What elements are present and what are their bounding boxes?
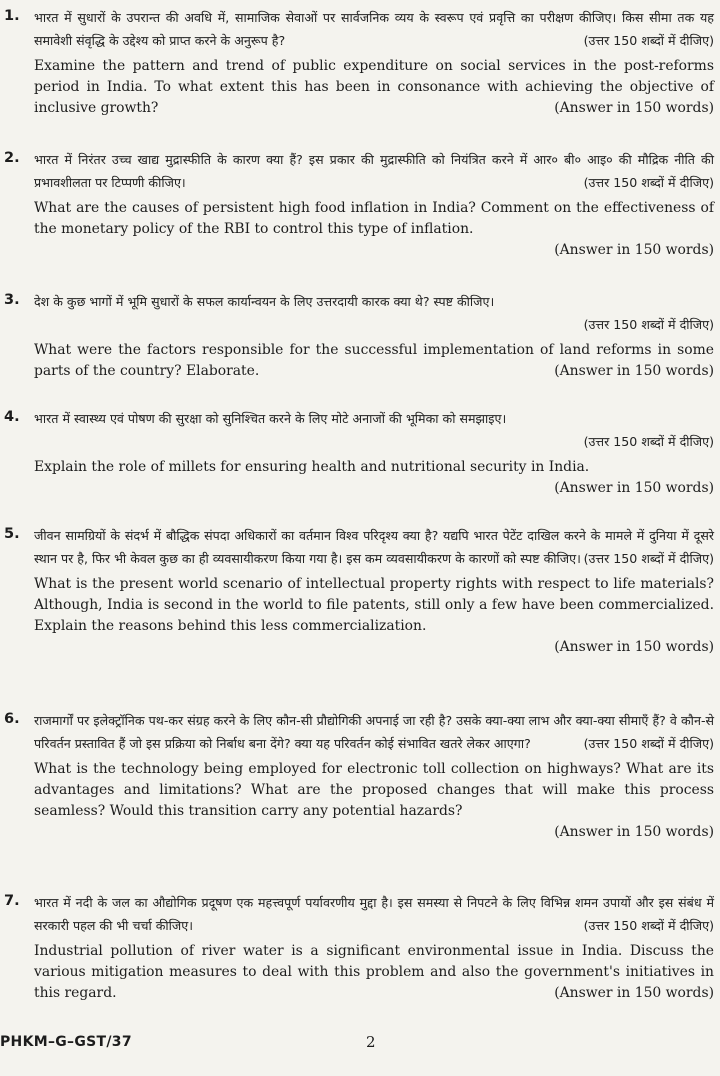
answer-limit-english: (Answer in 150 words) xyxy=(554,985,714,1001)
question-hindi: भारत में नदी के जल का औद्योगिक प्रदूषण एक महत्त्वपूर्ण पर्यावरणीय मुद्दा है। इस समस्या से निपटने के लिए विभिन्न शमन उपायों और इस संबंध में सरकारी पहल की भी चर्चा कीजिए। (उत्तर 150 शब्दों में दीजिए) xyxy=(34,891,714,937)
answer-limit-english: (Answer in 150 words) xyxy=(554,480,714,496)
question-english: What are the causes of persistent high food inflation in India? Comment on the effectiveness of the monetary policy of the RBI to control this type of inflation. xyxy=(34,200,714,237)
question-7 xyxy=(0,891,720,1004)
question-number: 1. xyxy=(4,8,20,24)
question-english: Examine the pattern and trend of public expenditure on social services in the post-reforms period in India. To what extent this has been in consonance with achieving the objective of inclusive growth? (Answer in 150 words) xyxy=(34,56,714,119)
answer-limit-hindi: (उत्तर 150 शब्दों में दीजिए) xyxy=(583,317,714,332)
answer-limit-english: (Answer in 150 words) xyxy=(554,242,714,258)
question-2 xyxy=(0,148,720,261)
question-english: What is the present world scenario of intellectual property rights with respect to life materials? Although, India is second in the world to file patents, still only a few have been commercialized. Explain the reasons behind this less commercialization. xyxy=(34,576,714,634)
answer-limit-hindi: (उत्तर 150 शब्दों में दीजिए) xyxy=(583,175,714,190)
question-6 xyxy=(0,709,720,843)
question-hindi: देश के कुछ भागों में भूमि सुधारों के सफल कार्यान्वयन के लिए उत्तरदायी कारक क्या थे? स्पष्ट कीजिए। xyxy=(34,294,495,309)
question-number: 4. xyxy=(4,409,20,425)
question-3 xyxy=(0,290,720,382)
answer-limit-hindi: (उत्तर 150 शब्दों में दीजिए) xyxy=(583,33,714,48)
question-4 xyxy=(0,407,720,499)
question-number: 5. xyxy=(4,526,20,542)
answer-limit-hindi: (उत्तर 150 शब्दों में दीजिए) xyxy=(583,551,714,566)
question-hindi: भारत में सुधारों के उपरान्त की अवधि में, सामाजिक सेवाओं पर सार्वजनिक व्यय के स्वरूप एवं प्रवृत्ति का परीक्षण कीजिए। किस सीमा तक यह समावेशी संवृद्धि के उद्देश्य को प्राप्त करने के अनुरूप है? (उत्तर 150 शब्दों में दीजिए) xyxy=(34,6,714,52)
question-hindi: राजमार्गों पर इलेक्ट्रॉनिक पथ-कर संग्रह करने के लिए कौन-सी प्रौद्योगिकी अपनाई जा रही है? उसके क्या-क्या लाभ और क्या-क्या सीमाएँ हैं? वे कौन-से परिवर्तन प्रस्तावित हैं जो इस प्रक्रिया को निर्बाध बना देंगे? क्या यह परिवर्तन कोई संभावित खतरे लेकर आएगा? (उत्तर 150 शब्दों में दीजिए) xyxy=(34,709,714,755)
question-number: 7. xyxy=(4,893,20,909)
question-english: Industrial pollution of river water is a significant environmental issue in India. Discuss the various mitigation measures to deal with this problem and also the government's initiatives in this regard. (Answer in 150 words) xyxy=(34,941,714,1004)
paper-code: PHKM–G–GST/37 xyxy=(0,1034,132,1050)
question-1 xyxy=(0,6,720,119)
answer-limit-hindi: (उत्तर 150 शब्दों में दीजिए) xyxy=(583,918,714,933)
question-english: What is the technology being employed for electronic toll collection on highways? What are its advantages and limitations? What are the proposed changes that will make this process seamless? Would this transition carry any potential hazards? xyxy=(34,761,714,819)
answer-limit-english: (Answer in 150 words) xyxy=(554,363,714,379)
question-number: 3. xyxy=(4,292,20,308)
question-hindi: भारत में निरंतर उच्च खाद्य मुद्रास्फीति के कारण क्या हैं? इस प्रकार की मुद्रास्फीति को नियंत्रित करने में आर० बी० आइ० की मौद्रिक नीति की प्रभावशीलता पर टिप्पणी कीजिए। (उत्तर 150 शब्दों में दीजिए) xyxy=(34,148,714,194)
question-english: What were the factors responsible for the successful implementation of land reforms in some parts of the country? Elaborate. (Answer in 150 words) xyxy=(34,340,714,382)
page-number: 2 xyxy=(366,1033,376,1051)
answer-limit-hindi: (उत्तर 150 शब्दों में दीजिए) xyxy=(583,434,714,449)
answer-limit-hindi: (उत्तर 150 शब्दों में दीजिए) xyxy=(583,736,714,751)
question-number: 6. xyxy=(4,711,20,727)
question-hindi: जीवन सामग्रियों के संदर्भ में बौद्धिक संपदा अधिकारों का वर्तमान विश्व परिदृश्य क्या है? यद्यपि भारत पेटेंट दाखिल करने के मामले में दुनिया में दूसरे स्थान पर है, फिर भी केवल कुछ का ही व्यवसायीकरण किया गया है। इस कम व्यवसायीकरण के कारणों को स्पष्ट कीजिए। (उत्तर 150 शब्दों में दीजिए) xyxy=(34,524,714,570)
question-hindi: भारत में स्वास्थ्य एवं पोषण की सुरक्षा को सुनिश्चित करने के लिए मोटे अनाजों की भूमिका को समझाइए। xyxy=(34,411,507,426)
answer-limit-english: (Answer in 150 words) xyxy=(554,824,714,840)
answer-limit-english: (Answer in 150 words) xyxy=(554,100,714,116)
question-5 xyxy=(0,524,720,658)
answer-limit-english: (Answer in 150 words) xyxy=(554,639,714,655)
question-number: 2. xyxy=(4,150,20,166)
question-english: Explain the role of millets for ensuring health and nutritional security in India. xyxy=(34,459,590,475)
